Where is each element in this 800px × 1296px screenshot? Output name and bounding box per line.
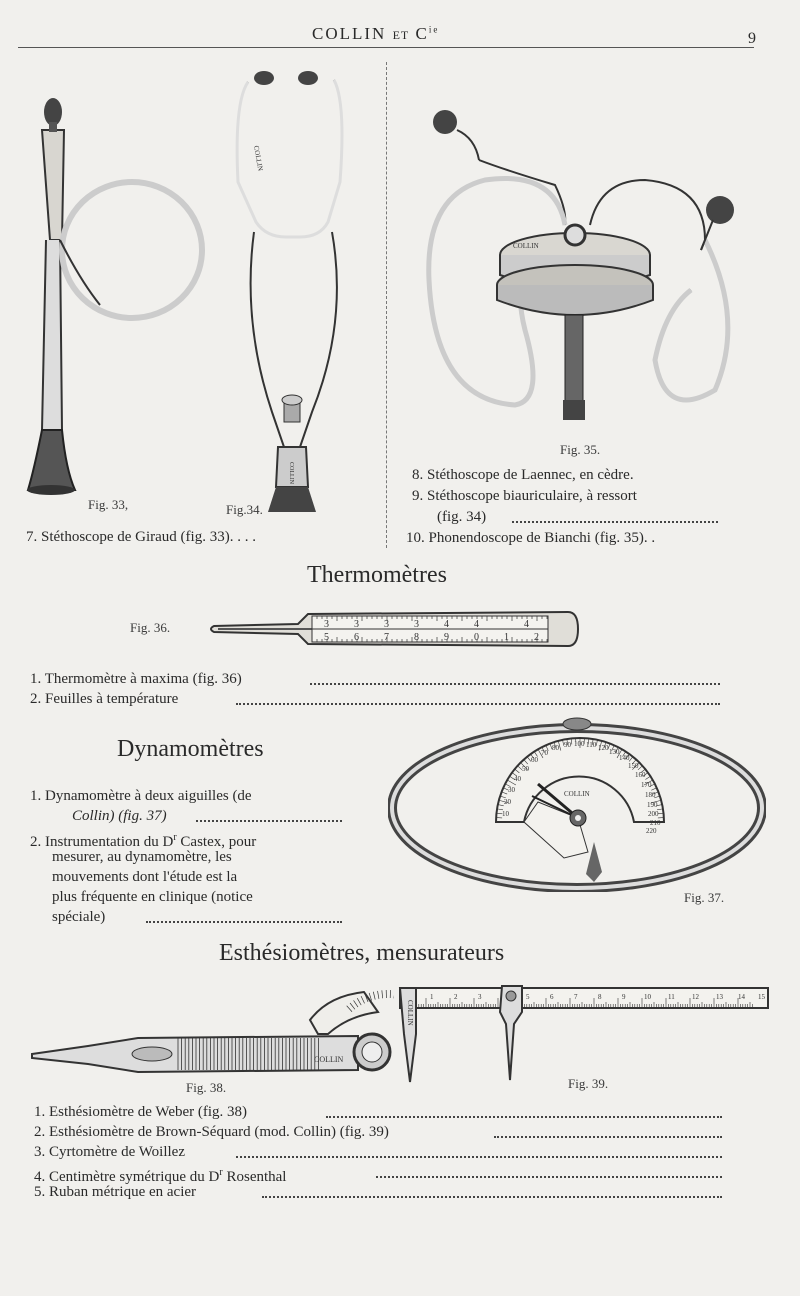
dyn-item-2-num: 2. xyxy=(30,834,42,850)
item-7-text: Stéthoscope de Giraud (fig. 33). . . . xyxy=(41,529,256,545)
fig39-caption: Fig. 39. xyxy=(568,1076,609,1091)
th-bot-6: 1 xyxy=(504,632,509,643)
dial-num-0: 10 xyxy=(502,810,509,818)
fig35-collin-mark-text: COLLIN xyxy=(513,242,539,250)
page-number: 9 xyxy=(748,30,756,47)
fig35-illustration xyxy=(415,100,750,430)
esth-item-3-text: Cyrtomètre de Woillez xyxy=(49,1144,185,1160)
th-bot-7: 2 xyxy=(534,632,539,643)
dial-num-17: 180 xyxy=(645,791,656,799)
th-top-5: 4 xyxy=(474,619,479,630)
th-top-3: 3 xyxy=(414,619,419,630)
th-bot-5: 0 xyxy=(474,632,479,643)
ruler-num-6: 7 xyxy=(574,993,578,1001)
ruler-num-2: 3 xyxy=(478,993,482,1001)
dyn-item-2-line2: mesurer, au dynamomètre, les xyxy=(52,849,232,865)
dial-num-7: 80 xyxy=(552,744,559,752)
dyn-item-2-sup: r xyxy=(173,832,177,843)
item-9-leader xyxy=(512,521,718,523)
esth-item-5-num: 5. xyxy=(34,1184,46,1200)
header-co-sup: ie xyxy=(428,24,440,35)
fig39-collin-mark: COLLIN xyxy=(406,1000,414,1026)
fig37-caption: Fig. 37. xyxy=(684,890,725,905)
fig38-caption: Fig. 38. xyxy=(186,1080,227,1095)
section-title-esthesiometres: Esthésiomètres, mensurateurs xyxy=(219,940,505,966)
thermo-item-1-num: 1. xyxy=(30,671,42,687)
dial-num-16: 170 xyxy=(641,781,652,789)
esth-item-3-num: 3. xyxy=(34,1144,46,1160)
ruler-num-8: 9 xyxy=(622,993,626,1001)
dial-num-20: 210 xyxy=(650,819,661,827)
th-top-0: 3 xyxy=(324,619,329,630)
dyn-item-1-num: 1. xyxy=(30,788,42,804)
esth-item-4-leader xyxy=(376,1176,722,1178)
section-title-thermometres: Thermomètres xyxy=(307,562,447,588)
dial-num-4: 50 xyxy=(522,765,529,773)
dyn-item-2-line1-rest: Castex, pour xyxy=(176,834,257,850)
fig36-thermometer xyxy=(208,606,580,652)
ruler-num-9: 10 xyxy=(644,993,651,1001)
dial-collin-mark: COLLIN xyxy=(564,790,590,798)
th-bot-4: 9 xyxy=(444,632,449,643)
header-company: COLLIN xyxy=(312,24,387,43)
esth-item-5-leader xyxy=(262,1196,722,1198)
dial-num-8: 90 xyxy=(564,741,571,749)
dyn-item-2-line1: Instrumentation du D xyxy=(45,834,174,850)
ruler-num-7: 8 xyxy=(598,993,602,1001)
dial-num-6: 70 xyxy=(541,749,548,757)
fig37-dynamometer xyxy=(388,712,766,892)
dial-num-14: 150 xyxy=(628,762,639,770)
header-co: C xyxy=(415,24,429,43)
fig38-collin-mark: COLLIN xyxy=(314,1055,344,1064)
ruler-num-5: 6 xyxy=(550,993,554,1001)
fig33-caption: Fig. 33, xyxy=(88,497,129,512)
th-bot-2: 7 xyxy=(384,632,389,643)
arc-tick xyxy=(373,992,375,1000)
dial-num-5: 60 xyxy=(531,756,538,764)
dyn-item-2-leader xyxy=(146,921,342,923)
thermo-item-2-text: Feuilles à température xyxy=(45,691,179,707)
item-8-num: 8. xyxy=(412,467,424,483)
item-7-num: 7. xyxy=(26,529,38,545)
dial-num-1: 20 xyxy=(504,798,511,806)
fig34-collin-mark2-text: COLLIN xyxy=(288,462,294,484)
header-et: ET xyxy=(392,28,410,42)
esth-item-4-num: 4. xyxy=(34,1169,46,1185)
dial-num-11: 120 xyxy=(598,744,609,752)
item-8 xyxy=(412,466,634,485)
item-9-text: Stéthoscope biauriculaire, à ressort xyxy=(427,488,637,504)
dial-num-19: 200 xyxy=(648,810,659,818)
esth-item-3-leader xyxy=(236,1156,722,1158)
fig34-collin-mark-text: COLLIN xyxy=(252,144,265,172)
thermo-item-2 xyxy=(30,690,178,709)
esth-item-2-num: 2. xyxy=(34,1124,46,1140)
dial-num-2: 30 xyxy=(508,786,515,794)
th-top-1: 3 xyxy=(354,619,359,630)
th-bot-0: 5 xyxy=(324,632,329,643)
column-divider xyxy=(386,62,387,548)
esth-item-2 xyxy=(34,1123,389,1142)
esth-item-4-rest: Rosenthal xyxy=(222,1169,287,1185)
item-9-num: 9. xyxy=(412,488,424,504)
dyn-item-2-line4: plus fréquente en clinique (notice xyxy=(52,889,253,905)
item-10-text: Phonendoscope de Bianchi (fig. 35). . xyxy=(428,530,656,546)
esth-item-3 xyxy=(34,1143,185,1162)
dial-num-9: 100 xyxy=(574,740,585,748)
item-10-num: 10. xyxy=(406,530,425,546)
ruler-num-12: 13 xyxy=(716,993,723,1001)
th-top-6: 4 xyxy=(524,619,529,630)
esth-item-1-leader xyxy=(326,1116,722,1118)
item-8-text: Stéthoscope de Laennec, en cèdre. xyxy=(427,467,634,483)
dial-num-18: 190 xyxy=(647,801,658,809)
ruler-num-0: 1 xyxy=(430,993,434,1001)
esth-item-4-text: Centimètre symétrique du D xyxy=(49,1169,220,1185)
thermo-item-2-num: 2. xyxy=(30,691,42,707)
ruler-num-10: 11 xyxy=(668,993,675,1001)
dyn-item-1-leader xyxy=(196,820,342,822)
ruler-num-11: 12 xyxy=(692,993,699,1001)
esth-item-1 xyxy=(34,1103,247,1122)
th-bot-3: 8 xyxy=(414,632,419,643)
section-title-dynamometres: Dynamomètres xyxy=(117,736,264,762)
dyn-item-2-line5: spéciale) xyxy=(52,909,106,925)
fig36-caption: Fig. 36. xyxy=(130,620,171,635)
dyn-item-1 xyxy=(30,787,252,806)
th-top-4: 4 xyxy=(444,619,449,630)
dial-num-15: 160 xyxy=(635,771,646,779)
dial-num-21: 220 xyxy=(646,827,657,835)
th-top-2: 3 xyxy=(384,619,389,630)
esth-item-5-text: Ruban métrique en acier xyxy=(49,1184,197,1200)
ruler-num-1: 2 xyxy=(454,993,458,1001)
fig35-caption: Fig. 35. xyxy=(560,442,601,457)
fig34-caption: Fig.34. xyxy=(226,502,263,517)
item-9 xyxy=(412,487,637,506)
fig39-brown-sequard-ruler xyxy=(398,984,772,1084)
ruler-num-4: 5 xyxy=(526,993,530,1001)
th-bot-1: 6 xyxy=(354,632,359,643)
item-9-cont: (fig. 34) xyxy=(437,509,487,525)
dyn-item-1-line1: Dynamomètre à deux aiguilles (de xyxy=(45,788,252,804)
dyn-item-1-line2: Collin) (fig. 37) xyxy=(72,808,167,824)
fig38-weber-esthesiometer xyxy=(28,990,394,1076)
header-rule xyxy=(18,47,754,48)
thermo-item-1-leader xyxy=(310,683,720,685)
fig33-illustration xyxy=(20,90,205,510)
arc-tick xyxy=(378,991,379,999)
dial-num-3: 40 xyxy=(514,775,521,783)
fig34-illustration xyxy=(228,62,358,517)
esth-item-2-leader xyxy=(494,1136,722,1138)
running-header xyxy=(312,24,439,44)
thermo-item-2-leader xyxy=(236,703,720,705)
esth-item-2-text: Esthésiomètre de Brown-Séquard (mod. Collin) (fig. 39) xyxy=(49,1124,389,1140)
esth-item-1-text: Esthésiomètre de Weber (fig. 38) xyxy=(49,1104,248,1120)
dial-num-12: 130 xyxy=(609,748,620,756)
item-10 xyxy=(406,529,655,548)
thermo-item-1 xyxy=(30,670,242,689)
dyn-item-2-line3: mouvements dont l'étude est la xyxy=(52,869,238,885)
esth-item-1-num: 1. xyxy=(34,1104,46,1120)
ruler-num-13: 14 xyxy=(738,993,745,1001)
dial-num-10: 110 xyxy=(586,741,597,749)
esth-item-4-sup: r xyxy=(219,1167,223,1178)
item-7 xyxy=(26,528,256,547)
esth-item-5 xyxy=(34,1183,196,1202)
thermo-item-1-text: Thermomètre à maxima (fig. 36) xyxy=(44,671,242,687)
dial-num-13: 140 xyxy=(619,754,630,762)
ruler-num-14: 15 xyxy=(758,993,765,1001)
arc-tick xyxy=(382,990,383,998)
